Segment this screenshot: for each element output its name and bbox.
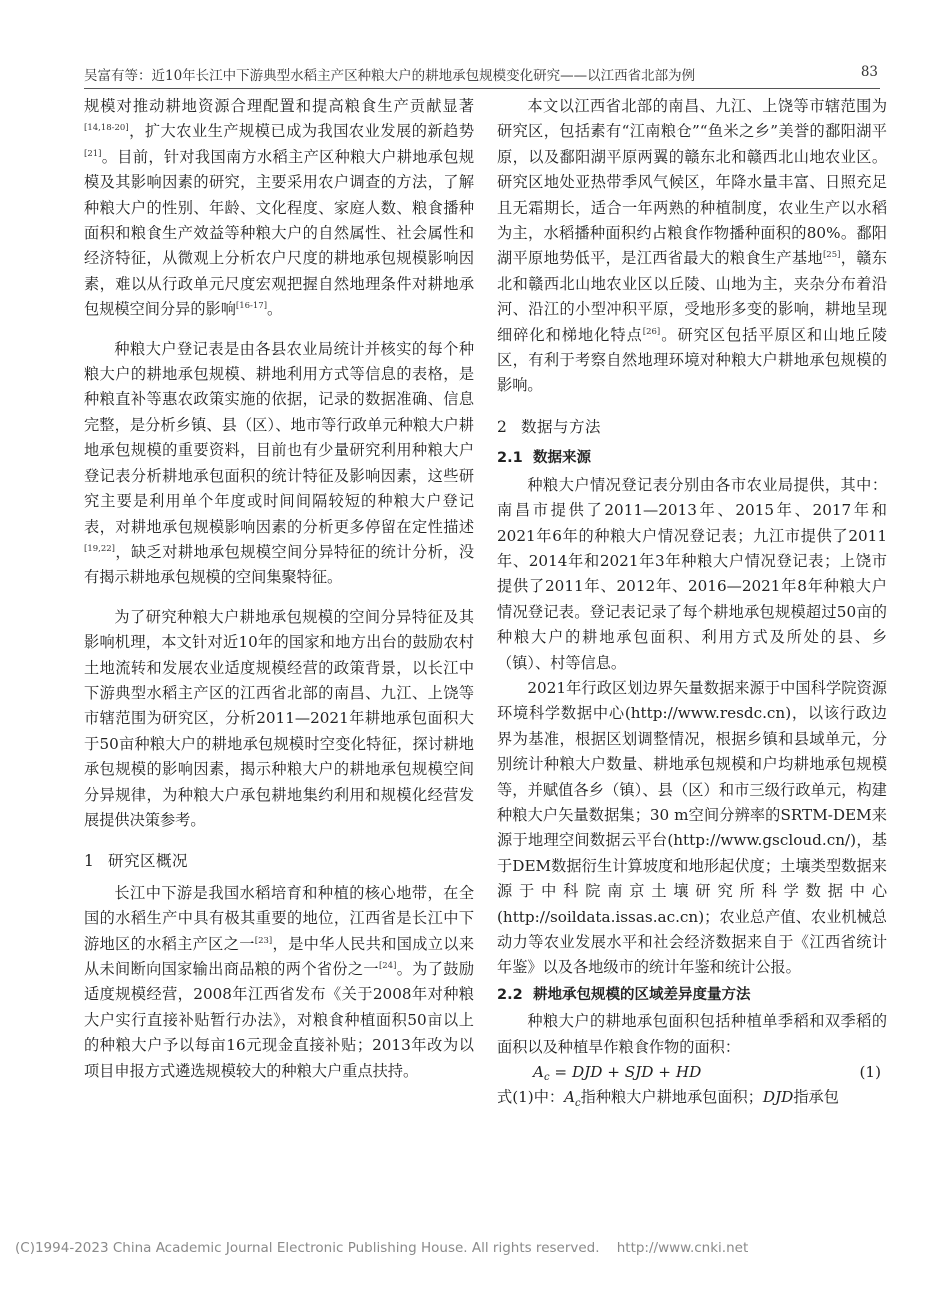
footer-url: http://www.cnki.net: [616, 1240, 749, 1256]
section-2-heading: [497, 415, 887, 440]
text-run: 。: [267, 300, 283, 319]
citation: [21]: [84, 148, 102, 159]
citation: [25]: [822, 250, 841, 261]
subsection-2-2-heading: [497, 983, 887, 1008]
text-run: ，赣东北和赣西北山地农业区以丘陵、山地为主，夹杂分布着沿河、沿江的小型冲积平原，受地形多变的影响，耕地呈现细碎化和梯地化特点: [497, 249, 888, 344]
section-number: 1: [84, 852, 95, 871]
paragraph-9: [497, 1085, 887, 1116]
equation-number: (1): [859, 1063, 881, 1082]
subsection-title: 数据来源: [533, 450, 591, 467]
text-run: ，扩大农业生产规模已成为我国农业发展的新趋势: [128, 122, 474, 141]
citation: [24]: [378, 961, 397, 971]
text-run: 长江中下游是我国水稻培育和种植的核心地带，在全国的水稻生产中具有极其重要的地位，江西省是长江中下游地区的水稻主产区之一: [84, 883, 474, 953]
eq-symbol: A: [533, 1063, 544, 1082]
text-run: 指承包: [793, 1088, 839, 1107]
paragraph-3: 为了研究种粮大户耕地承包规模的空间分异特征及其影响机理，本文针对近10年的国家和地方出台的鼓励农村土地流转和发展农业适度规模经营的政策背景，以长江中下游典型水稻主产区的江西省北部的南昌、九江、上饶等市辖范围为研究区，分析2011—2021年耕地承包面积大于50亩种粮大户的耕地承包规模时空变化特征，探讨耕地承包规模的影响因素，揭示种粮大户的耕地承包规模空间分异规律，为种粮大户承包耕地集约利用和规模化经营发展提供决策参考。: [84, 607, 474, 829]
math-subscript: c: [575, 1098, 581, 1110]
math-symbol: DJD: [762, 1088, 794, 1107]
text-run: 规模对推动耕地资源合理配置和提高粮食生产贡献显著: [84, 97, 474, 115]
eq-rhs: = DJD + SJD + HD: [554, 1063, 702, 1082]
text-run: ，缺乏对耕地承包规模空间分异特征的统计分析，没有揭示耕地承包规模的空间集聚特征。: [84, 542, 474, 587]
subsection-2-1-heading: [497, 446, 887, 471]
text-run: 。目前，针对我国南方水稻主产区种粮大户耕地承包规模及其影响因素的研究，主要采用农户调查的方法，了解种粮大户的性别、年龄、文化程度、家庭人数、粮食播种面积和粮食生产效益等种粮大户的自然属性、社会属性和经济特征，从微观上分析农户尺度的耕地承包规模影响因素，难以从行政单元尺度宏观把握自然地理条件对耕地承包规模空间分异的影响: [84, 147, 474, 319]
paragraph-2: [84, 337, 474, 591]
subsection-number: 2.1: [497, 450, 523, 467]
text-run: 指种粮大户耕地承包面积；: [580, 1088, 763, 1107]
text-run: 种粮大户登记表是由各县农业局统计并核实的每个种粮大户的耕地承包规模、耕地利用方式等信息的表格，是种粮直补等惠农政策实施的依据，记录的数据准确、信息完整，是分析乡镇、县（区）、地市等行政单元种粮大户耕地承包规模的重要资料，目前也有少量研究利用种粮大户登记表分析耕地承包面积的统计特征及影响因素，这些研究主要是利用单个年度或时间间隔较短的种粮大户登记表，对耕地承包规模影响因素的分析更多停留在定性描述: [84, 339, 474, 536]
paragraph-4: [84, 881, 474, 1084]
citation: [19,22]: [84, 543, 115, 554]
math-symbol: A: [564, 1088, 576, 1107]
subsection-number: 2.2: [497, 986, 523, 1003]
equation-expression: [533, 1060, 701, 1085]
subsection-title: 耕地承包规模的区域差异度量方法: [533, 986, 751, 1003]
cnki-footer: [15, 1240, 935, 1256]
citation: [14,18-20]: [84, 123, 129, 134]
copyright-notice: (C)1994-2023 China Academic Journal Electronic Publishing House. All rights reserved.: [15, 1240, 600, 1256]
text-run: 。为了鼓励适度规模经营，2008年江西省发布《关于2008年对种粮大户实行直接补贴暂行办法》，对粮食种植面积50亩以上的种粮大户予以每亩16元现金直接补贴；2013年改为以项目申报方式遴选规模较大的种粮大户重点扶持。: [84, 960, 475, 1080]
paragraph-6: 种粮大户情况登记表分别由各市农业局提供，其中：南昌市提供了2011—2013年、2015年、2017年和2021年6年的种粮大户情况登记表；九江市提供了2011年、2014年和2021年3年种粮大户情况登记表；上饶市提供了2011年、2012年、2016—2021年8年种粮大户情况登记表。登记表记录了每个耕地承包规模超过50亩的种粮大户的耕地承包面积、利用方式及所处的县、乡（镇）、村等信息。: [497, 475, 887, 672]
equation-1: [497, 1060, 887, 1085]
text-run: ，是中华人民共和国成立以来从未间断向国家输出商品粮的两个省份之一: [84, 934, 475, 978]
section-title: 数据与方法: [521, 417, 602, 436]
page-number: 83: [860, 64, 878, 80]
running-title: 吴富有等：近10年长江中下游典型水稻主产区种粮大户的耕地承包规模变化研究——以江西省北部为例: [84, 68, 696, 84]
header-rule: [84, 88, 880, 89]
right-column: [497, 94, 887, 1116]
paragraph-8: 种粮大户的耕地承包面积包括种植单季稻和双季稻的面积以及种植旱作粮食作物的面积：: [497, 1012, 887, 1056]
paragraph-5: [497, 94, 887, 399]
paragraph-1: [84, 94, 474, 323]
paragraph-7: 2021年行政区划边界矢量数据来源于中国科学院资源环境科学数据中心(http://www.resdc.cn)，以该行政边界为基准，根据区划调整情况，根据乡镇和县域单元，分别统计种粮大户数量、耕地承包规模和户均耕地承包规模等，并赋值各乡（镇）、县（区）和市三级行政单元，构建种粮大户矢量数据集；30 m空间分辨率的SRTM-DEM来源于地理空间数据云平台(http://www.gscloud.cn/)，基于DEM数据衍生计算坡度和地形起伏度；土壤类型数据来源于中科院南京土壤研究所科学数据中心(http://soildata.issas.ac.cn)；农业总产值、农业机械总动力等农业发展水平和社会经济数据来自于《江西省统计年鉴》以及各地级市的统计年鉴和统计公报。: [497, 678, 887, 977]
eq-subscript: c: [543, 1072, 550, 1084]
text-run: 本文以江西省北部的南昌、九江、上饶等市辖范围为研究区，包括素有“江南粮仓”“鱼米之乡”美誉的鄱阳湖平原，以及鄱阳湖平原两翼的赣东北和赣西北山地农业区。研究区地处亚热带季风气候区，年降水量丰富、日照充足且无霜期长，适合一年两熟的种植制度，农业生产以水稻为主，水稻播种面积约占粮食作物播种面积的80%。鄱阳湖平原地势低平，是江西省最大的粮食生产基地: [497, 97, 887, 268]
citation: [23]: [254, 935, 273, 946]
text-run: 式(1)中：: [497, 1088, 565, 1107]
text-run: 。研究区包括平原区和山地丘陵区，有利于考察自然地理环境对种粮大户耕地承包规模的影响。: [497, 325, 888, 395]
citation: [26]: [642, 326, 661, 337]
citation: [16-17]: [235, 301, 268, 312]
section-number: 2: [497, 417, 508, 436]
left-column: [84, 94, 474, 1084]
running-header: [84, 64, 884, 86]
section-title: 研究区概况: [108, 852, 189, 871]
section-1-heading: [84, 849, 474, 874]
